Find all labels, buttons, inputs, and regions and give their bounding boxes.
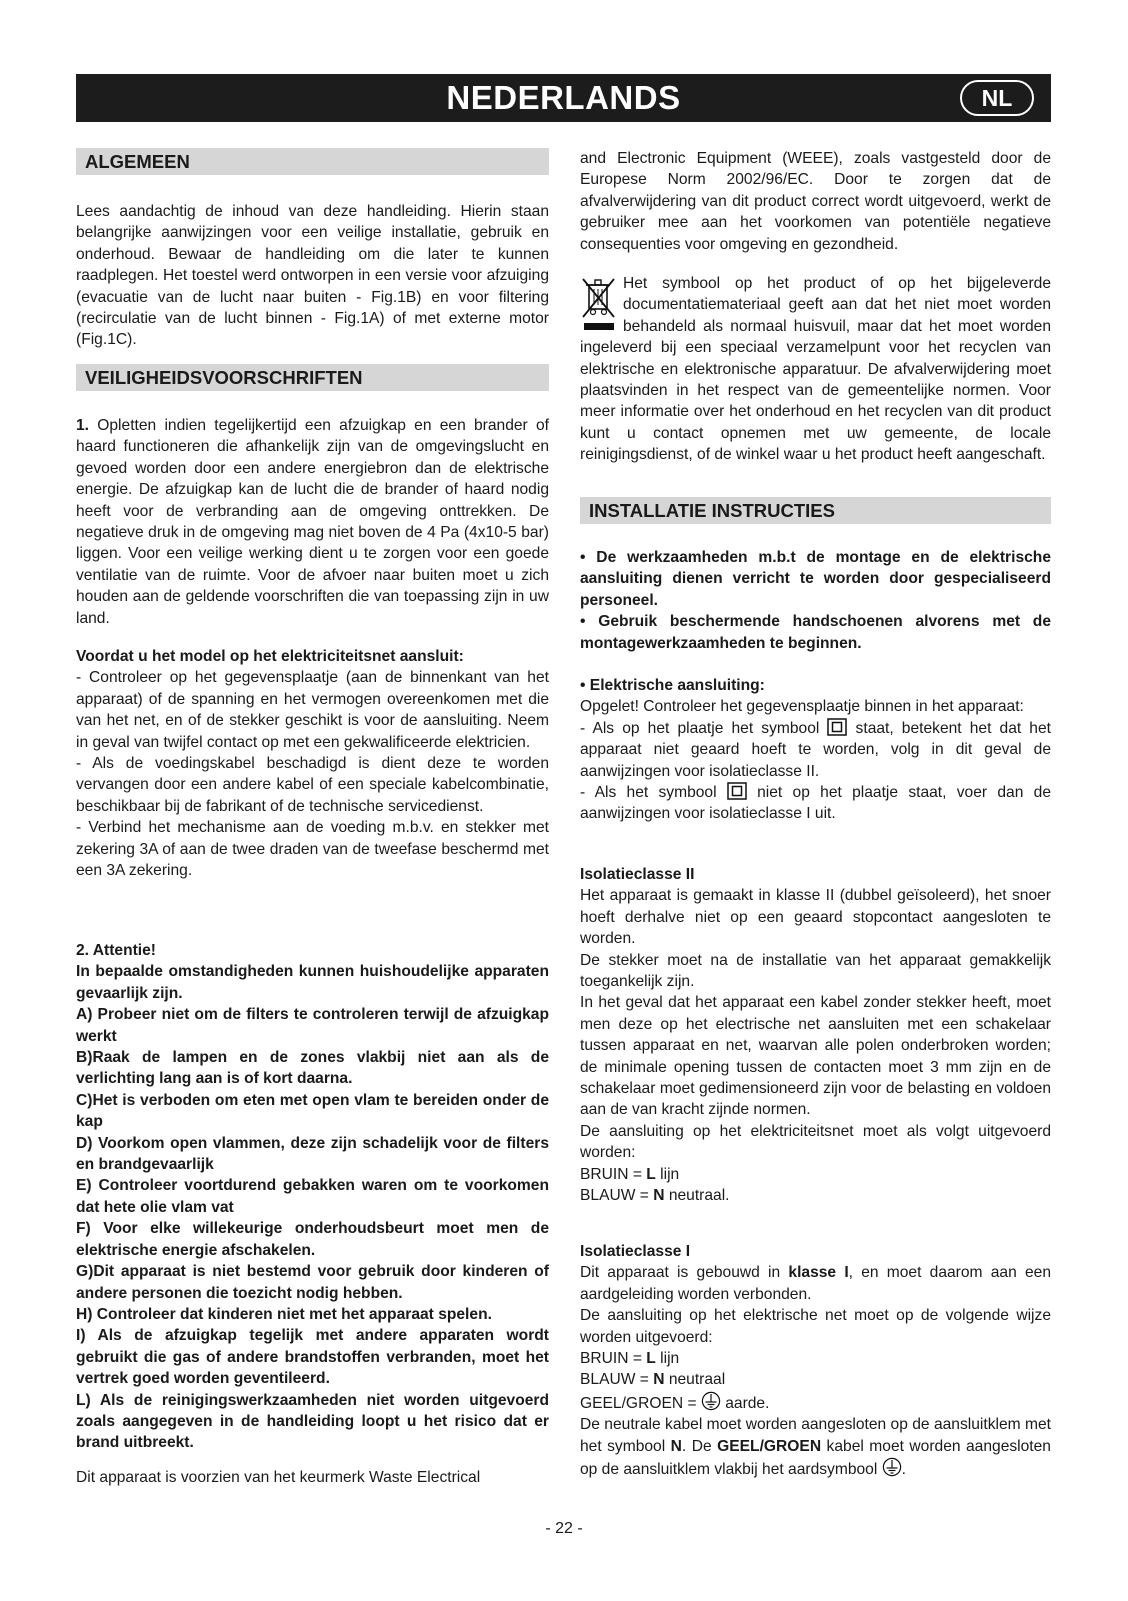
net-connection-block bbox=[76, 646, 549, 881]
class-1-blauw bbox=[580, 1369, 1051, 1390]
class-2-blauw bbox=[580, 1185, 1051, 1206]
wire-code: L bbox=[646, 1165, 656, 1183]
attentie-a: A) Probeer niet om de filters te controleren terwijl de afzuigkap werkt bbox=[76, 1006, 549, 1045]
section-heading-algemeen: ALGEMEEN bbox=[76, 148, 549, 175]
class-2-text-4: De aansluiting op het elektriciteitsnet moet als volgt uitgevoerd worden: bbox=[580, 1122, 1051, 1162]
wire-label: GEEL/GROEN = bbox=[580, 1394, 701, 1412]
attentie-block bbox=[76, 940, 549, 1454]
wire-code: N bbox=[653, 1371, 665, 1389]
class-1-text-3e: kabel moet worden aangesloten op de aansluitklem vlakbij het aardsymbool bbox=[580, 1437, 1051, 1479]
class-1-bruin bbox=[580, 1348, 1051, 1369]
class-2-text-1: Het apparaat is gemaakt in klasse II (dubbel geïsoleerd), het snoer hoeft derhalve niet op een geaard stopcontact aangesloten te worden. bbox=[580, 887, 1051, 948]
section-heading-installatie: INSTALLATIE INSTRUCTIES bbox=[580, 497, 1051, 524]
class-1-heading: Isolatieclasse I bbox=[580, 1243, 691, 1260]
electrical-block bbox=[580, 675, 1051, 825]
class-1-text-1a: Dit apparaat is gebouwd in bbox=[580, 1264, 789, 1282]
wire-desc: lijn bbox=[655, 1350, 680, 1368]
class-1-text-3d: GEEL/GROEN bbox=[717, 1437, 822, 1455]
class-1-geel bbox=[580, 1391, 1051, 1414]
electrical-text-1: Opgelet! Controleer het gegevensplaatje binnen in het apparaat: bbox=[580, 698, 1024, 716]
wire-desc: aarde. bbox=[720, 1394, 770, 1412]
wire-label: BRUIN = bbox=[580, 1165, 647, 1183]
attentie-e: E) Controleer voortdurend gebakken waren om te voorkomen dat hete olie vlam vat bbox=[76, 1177, 549, 1216]
electrical-text-2a: - Als op het plaatje het symbool bbox=[580, 719, 828, 737]
crossed-bin-icon bbox=[580, 275, 618, 335]
install-bullet-2: • Gebruik beschermende handschoenen alvorens met de montagewerkzaamheden te beginnen. bbox=[580, 613, 1051, 652]
class-2-block bbox=[580, 864, 1051, 1207]
weee-start-text: Dit apparaat is voorzien van het keurmerk Waste Electrical bbox=[76, 1469, 481, 1486]
wire-desc: neutraal bbox=[664, 1371, 726, 1389]
algemeen-text bbox=[76, 201, 549, 351]
wire-code: N bbox=[653, 1187, 665, 1205]
class-1-text-2: De aansluiting op het elektrische net moet op de volgende wijze worden uitgevoerd: bbox=[580, 1307, 1051, 1346]
weee-start bbox=[76, 1467, 549, 1488]
page-number: - 22 - bbox=[545, 1520, 583, 1537]
class-1-text-3b: N bbox=[670, 1437, 682, 1455]
wire-label: BRUIN = bbox=[580, 1350, 647, 1368]
electrical-text-3a: - Als het symbool bbox=[580, 784, 727, 802]
class-1-block bbox=[580, 1241, 1051, 1480]
wire-code: L bbox=[646, 1350, 656, 1368]
attentie-l: L) Als de reinigingswerkzaamheden niet worden uitgevoerd zoals aangegeven in de handleiding loopt u het risico dat er brand uitbreekt. bbox=[76, 1391, 549, 1452]
net-heading: Voordat u het model op het elektriciteitsnet aansluit: bbox=[76, 648, 464, 665]
double-insulation-icon bbox=[727, 782, 747, 800]
electrical-heading: • Elektrische aansluiting: bbox=[580, 677, 765, 694]
class-2-text-3: In het geval dat het apparaat een kabel zonder stekker heeft, moet men deze op het electrische net aansluiten met een schakelaar tussen apparaat en net, waarvan alle polen onderbroken worden; de minimale opening tussen de contacten moet 3 mm zijn en de schakelaar moet gedimensioneerd zijn voor de belasting en voldoen aan de van kracht zijnde normen. bbox=[580, 994, 1051, 1119]
class-1-text-1b: klasse I bbox=[788, 1264, 849, 1282]
section-heading-veiligheid: VEILIGHEIDSVOORSCHRIFTEN bbox=[76, 364, 549, 391]
attentie-d: D) Voorkom open vlammen, deze zijn schadelijk voor de filters en brandgevaarlijk bbox=[76, 1134, 549, 1174]
earth-ground-icon bbox=[701, 1391, 721, 1411]
electrical-text-2b: staat, betekent het dat het apparaat niet geaard hoeft te worden, volg in dit geval de aanwijzingen voor isolatieclasse II. bbox=[580, 719, 1051, 780]
wire-label: BLAUW = bbox=[580, 1187, 654, 1205]
header-banner bbox=[76, 74, 1051, 122]
net-item-2: - Als de voedingskabel beschadigd is dient deze te worden vervangen door een andere kabel of een speciale kabelcombinatie, beschikbaar bij de fabrikant of de technische servicedienst. bbox=[76, 755, 549, 815]
attentie-g: G)Dit apparaat is niet bestemd voor gebruik door kinderen of andere personen die toezicht nodig hebben. bbox=[76, 1263, 549, 1302]
item-number: 1. bbox=[76, 417, 90, 434]
algemeen-paragraph: Lees aandachtig de inhoud van deze handleiding. Hierin staan belangrijke aanwijzingen voor een veilige installatie, gebruik en onderhoud. Bewaar de handleiding om die later te kunnen raadplegen. Het toestel werd ontworpen in een versie voor afzuiging (evacuatie van de lucht naar buiten - Fig.1B) en voor filtering (recirculatie van de lucht binnen - Fig.1A) of met externe motor (Fig.1C). bbox=[76, 203, 549, 349]
weee-continued-text: and Electronic Equipment (WEEE), zoals vastgesteld door de Europese Norm 2002/96/EC. Door te zorgen dat de afvalverwijdering van dit product correct wordt uitgevoerd, werkt de gebruiker mee aan het voorkomen van potentiële negatieve consequenties voor omgeving en gezondheid. bbox=[580, 150, 1051, 253]
class-1-text-1c: , en moet daarom aan een aardgeleiding worden verbonden. bbox=[580, 1264, 1051, 1303]
weee-symbol-text: Het symbool op het product of op het bijgeleverde documentatiemateriaal geeft aan dat het niet moet worden behandeld als normaal huisvuil, maar dat het moet worden ingeleverd bij een speciaal verzamelpunt voor het recyclen van elektrische en elektronische apparatuur. De afvalverwijdering moet plaatsvinden in het respect van de gemeentelijke normen. Voor meer informatie over het onderhoud en het recyclen van dit product kunt u contact opnemen met uw gemeente, de locale reinigingsdienst, of de winkel waar u het product heeft aangeschaft. bbox=[580, 275, 1051, 464]
install-bullets bbox=[580, 547, 1051, 654]
attentie-b: B)Raak de lampen en de zones vlakbij niet aan als de verlichting lang aan is of kort daarna. bbox=[76, 1049, 549, 1088]
class-1-text-3c: . De bbox=[681, 1437, 718, 1455]
language-badge: NL bbox=[960, 80, 1034, 116]
class-2-bruin bbox=[580, 1164, 1051, 1185]
attentie-intro: In bepaalde omstandigheden kunnen huishoudelijke apparaten gevaarlijk zijn. bbox=[76, 963, 549, 1002]
attentie-i: I) Als de afzuigkap tegelijk met andere apparaten wordt gebruikt die gas of andere brandstoffen verbranden, moet het vertrek goed worden geventileerd. bbox=[76, 1327, 549, 1388]
wire-label: BLAUW = bbox=[580, 1371, 654, 1389]
attentie-c: C)Het is verboden om eten met open vlam te bereiden onder de kap bbox=[76, 1091, 549, 1131]
weee-symbol-block bbox=[580, 273, 1051, 466]
net-item-3: - Verbind het mechanisme aan de voeding m.b.v. en stekker met zekering 3A of aan de twee draden van de tweefase beschermd met een 3A zekering. bbox=[76, 819, 549, 880]
veiligheid-p1 bbox=[76, 415, 549, 629]
class-1-text-3f: . bbox=[901, 1461, 906, 1479]
install-bullet-1: • De werkzaamheden m.b.t de montage en de elektrische aansluiting dienen verricht te worden door gespecialiseerd personeel. bbox=[580, 549, 1051, 609]
class-2-heading: Isolatieclasse II bbox=[580, 866, 695, 883]
earth-ground-icon bbox=[882, 1457, 902, 1477]
wire-desc: lijn bbox=[655, 1165, 680, 1183]
attentie-f: F) Voor elke willekeurige onderhoudsbeurt moet men de elektrische energie afschakelen. bbox=[76, 1220, 549, 1259]
weee-continued bbox=[580, 148, 1051, 255]
net-item-1: - Controleer op het gegevensplaatje (aan de binnenkant van het apparaat) of de spanning en het vermogen overeenkomen met die van het net, en of de stekker geschikt is voor de aansluiting. Neem in geval van twijfel contact op met een gekwalificeerde elektricien. bbox=[76, 669, 549, 751]
wire-desc: neutraal. bbox=[664, 1187, 730, 1205]
attentie-h: H) Controleer dat kinderen niet met het apparaat spelen. bbox=[76, 1305, 492, 1323]
veiligheid-p1-text: Opletten indien tegelijkertijd een afzuigkap en een brander of haard functioneren die afhankelijk zijn van de omgevingslucht en gevoed worden door een andere energiebron dan de elektrische energie. De afzuigkap kan de lucht die de brander of haard nodig heeft voor de verbranding aan de omgeving onttrekken. De negatieve druk in de omgeving mag niet boven de 4 Pa (4x10-5 bar) liggen. Voor een veilige werking dient u te zorgen voor een goede ventilatie van de ruimte. Voor de afvoer naar buiten moet u zich houden aan de geldende voorschriften die van toepassing zijn in uw land. bbox=[76, 417, 549, 627]
attentie-title: 2. Attentie! bbox=[76, 942, 156, 959]
class-2-text-2: De stekker moet na de installatie van het apparaat gemakkelijk toegankelijk zijn. bbox=[580, 951, 1051, 991]
class-1-text-3a: De neutrale kabel moet worden aangesloten op de aansluitklem met het symbool bbox=[580, 1416, 1051, 1455]
electrical-text-3b: niet op het plaatje staat, voer dan de aanwijzingen voor isolatieclasse I uit. bbox=[580, 784, 1051, 823]
double-insulation-icon bbox=[827, 718, 847, 736]
page-title: NEDERLANDS bbox=[446, 79, 681, 116]
